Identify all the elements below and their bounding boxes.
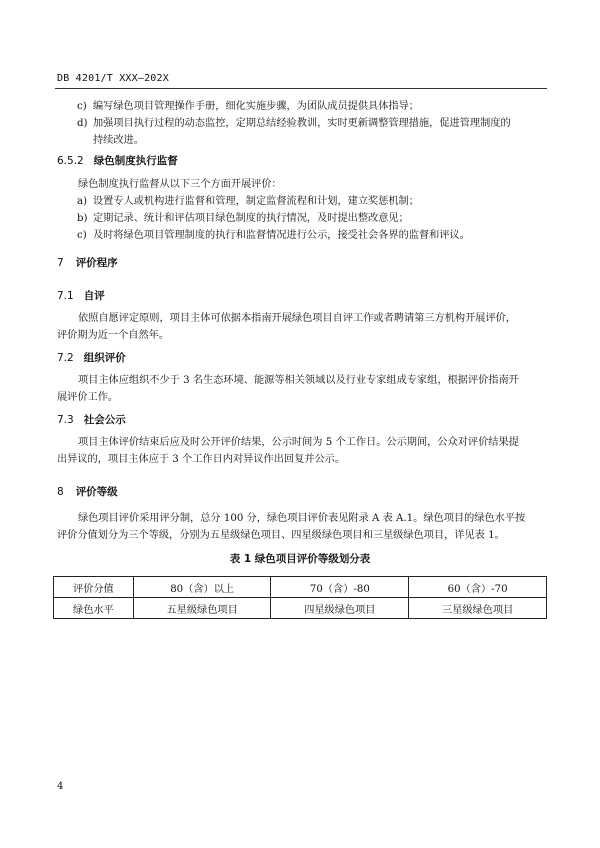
top-list (57, 98, 543, 149)
section-7-2-body: 项目主体应组织不少于 3 名生态环境、能源等相关领域以及行业专家组成专家组，根据评价指南开 展评价工作。 (57, 375, 519, 403)
table-row (54, 598, 547, 619)
table-cell: 三星级绿色项目 (409, 598, 547, 619)
list-item: b) 定期记录、统计和评估项目绿色制度的执行情况，及时提出整改意见； (77, 213, 409, 224)
section-heading-6-5-2: 6.5.2 绿色制度执行监督 (57, 155, 178, 167)
table-cell: 五星级绿色项目 (133, 598, 271, 619)
table-row (54, 577, 547, 598)
table-cell: 80（含）以上 (133, 577, 271, 598)
table-caption: 表 1 绿色项目评价等级划分表 (229, 553, 371, 565)
section-heading-7: 7 评价程序 (57, 257, 118, 269)
list-item: d) 加强项目执行过程的动态监控，定期总结经验教训，实时更新调整管理措施，促进管理制度的 持续改进。 (77, 118, 511, 146)
section-7-3-body: 项目主体评价结束后应及时公开评价结果，公示时间为 5 个工作日。公示期间，公众对评价结果提 出异议的，项目主体应于 3 个工作日内对异议作出回复并公示。 (57, 437, 519, 465)
list-item: c) 编写绿色项目管理操作手册，细化实施步骤，为团队成员提供具体指导； (77, 101, 419, 112)
section-heading-7-1: 7.1 自评 (57, 290, 105, 302)
header-rule (55, 88, 547, 89)
section-heading-7-3: 7.3 社会公示 (57, 414, 126, 426)
table-cell: 70（含）-80 (271, 577, 409, 598)
section-8-body: 绿色项目评价采用评分制，总分 100 分，绿色项目评价表见附录 A 表 A.1。绿色项目的绿色水平按 评价分值划分为三个等级，分别为五星级绿色项目、四星级绿色项目和三星级绿色项目，详见表 1。 (57, 513, 526, 541)
section-7-1-body: 依照自愿评定原则，项目主体可依据本指南开展绿色项目自评工作或者聘请第三方机构开展评价， 评价期为近一个自然年。 (57, 313, 517, 341)
table-cell: 60（含）-70 (409, 577, 547, 598)
grade-table (53, 576, 547, 619)
page-number: 4 (57, 781, 64, 792)
table-cell: 绿色水平 (54, 598, 134, 619)
section-heading-8: 8 评价等级 (57, 486, 118, 498)
table-cell: 四星级绿色项目 (271, 598, 409, 619)
section-intro: 绿色制度执行监督从以下三个方面开展评价： (78, 179, 282, 190)
section-6-5-2-body (57, 176, 543, 244)
list-item: a) 设置专人或机构进行监督和管理，制定监督流程和计划，建立奖惩机制； (77, 196, 419, 207)
list-item: c) 及时将绿色项目管理制度的执行和监督情况进行公示，接受社会各界的监督和评议。 (77, 230, 470, 241)
table-cell: 评价分值 (54, 577, 134, 598)
document-code: DB 4201/T XXX—202X (57, 73, 169, 84)
section-heading-7-2: 7.2 组织评价 (57, 352, 126, 364)
